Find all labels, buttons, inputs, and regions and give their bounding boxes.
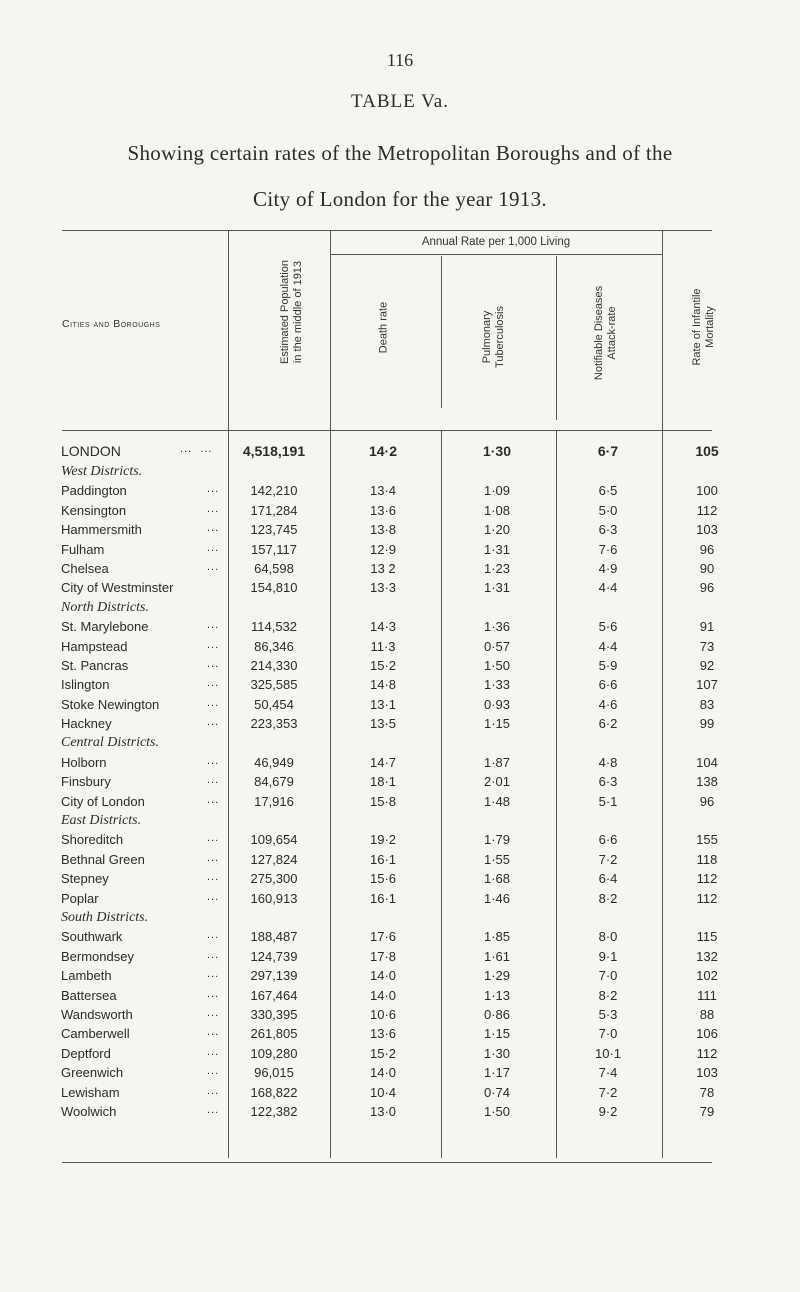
infant-mortality-value: 105	[695, 443, 719, 459]
death-rate-value: 13·3	[369, 580, 397, 596]
page-number: 116	[386, 50, 414, 70]
table-row	[0, 949, 800, 968]
leader-dots: ...	[207, 890, 220, 903]
population-value: 50,454	[254, 696, 294, 712]
infant-mortality-value: 100	[696, 483, 718, 499]
death-rate-value: 13·0	[369, 1103, 397, 1119]
population-value: 154,810	[250, 580, 298, 596]
header-death-rate	[378, 283, 393, 373]
infant-mortality-value: 103	[696, 522, 718, 538]
borough-name: Bethnal Green	[61, 851, 145, 867]
population-value: 188,487	[250, 929, 298, 945]
leader-dots: ...	[207, 657, 220, 670]
section-title: East Districts.	[61, 813, 142, 829]
table-row-london	[0, 443, 800, 464]
death-rate-value: 15·8	[369, 793, 397, 809]
header-cities-and-boroughs: Cities and Boroughs	[62, 318, 161, 330]
leader-dots: ...	[207, 754, 220, 767]
table-row	[0, 1007, 800, 1026]
header-population	[279, 237, 309, 387]
borough-name: Stepney	[61, 871, 109, 887]
leader-dots: ...	[207, 968, 220, 981]
borough-name: St. Pancras	[61, 657, 129, 673]
death-rate-value: 15·6	[369, 871, 397, 887]
column-divider	[662, 230, 663, 430]
section-heading	[0, 464, 800, 483]
pulmonary-value: 0·57	[483, 638, 511, 654]
table-row	[0, 1104, 800, 1123]
population-value: 261,805	[250, 1026, 298, 1042]
notifiable-value: 7·6	[598, 541, 618, 557]
leader-dots: ...	[207, 541, 220, 554]
table-row	[0, 677, 800, 696]
borough-name: Battersea	[61, 987, 117, 1003]
notifiable-value: 7·0	[598, 968, 618, 984]
table-row	[0, 755, 800, 774]
population-value: 124,739	[250, 948, 298, 964]
leader-dots: ...	[207, 1006, 220, 1019]
pulmonary-value: 1·23	[483, 560, 511, 576]
borough-name: Lewisham	[61, 1084, 120, 1100]
table-row	[0, 542, 800, 561]
borough-name: Lambeth	[61, 968, 112, 984]
pulmonary-value: 1·15	[483, 716, 511, 732]
table-row	[0, 697, 800, 716]
header-infant-line1: Rate of Infantile	[691, 288, 703, 366]
population-value: 171,284	[250, 502, 298, 518]
header-annual-rate: Annual Rate per 1,000 Living	[421, 236, 571, 248]
notifiable-value: 6·3	[598, 522, 618, 538]
table-row	[0, 503, 800, 522]
infant-mortality-value: 83	[699, 696, 715, 712]
borough-name: St. Marylebone	[61, 619, 149, 635]
pulmonary-value: 1·09	[483, 483, 511, 499]
table-row	[0, 561, 800, 580]
table-row	[0, 988, 800, 1007]
annual-rate-rule	[330, 254, 662, 255]
table-row	[0, 794, 800, 813]
population-value: 167,464	[250, 987, 298, 1003]
leader-dots: ...	[207, 1084, 220, 1097]
table-caption-line2: City of London for the year 1913.	[253, 187, 547, 211]
notifiable-value: 5·1	[598, 793, 618, 809]
infant-mortality-value: 155	[696, 832, 718, 848]
death-rate-value: 13·6	[369, 1026, 397, 1042]
notifiable-value: 6·6	[598, 832, 618, 848]
population-value: 86,346	[254, 638, 294, 654]
death-rate-value: 10·4	[369, 1084, 397, 1100]
population-value: 160,913	[250, 890, 298, 906]
infant-mortality-value: 104	[696, 754, 718, 770]
infant-mortality-value: 118	[696, 851, 718, 867]
notifiable-value: 7·2	[598, 1084, 618, 1100]
pulmonary-value: 0·86	[483, 1006, 511, 1022]
notifiable-value: 6·7	[597, 443, 619, 459]
notifiable-value: 6·5	[598, 483, 618, 499]
table-row	[0, 1046, 800, 1065]
population-value: 109,654	[250, 832, 298, 848]
infant-mortality-value: 132	[696, 948, 718, 964]
leader-dots: ...	[207, 1026, 220, 1039]
death-rate-value: 18·1	[369, 774, 397, 790]
pulmonary-value: 1·48	[483, 793, 511, 809]
column-divider	[228, 230, 229, 430]
death-rate-value: 12·9	[369, 541, 397, 557]
header-infant-line2: Mortality	[704, 306, 716, 348]
leader-dots: ...	[207, 948, 220, 961]
pulmonary-value: 1·30	[482, 443, 512, 459]
header-bottom-rule	[62, 430, 712, 431]
borough-name: Hampstead	[61, 638, 128, 654]
pulmonary-value: 1·20	[483, 522, 511, 538]
population-value: 17,916	[254, 793, 294, 809]
borough-name: Chelsea	[61, 560, 109, 576]
borough-name: Camberwell	[61, 1026, 130, 1042]
column-divider	[556, 256, 557, 420]
notifiable-value: 8·0	[598, 929, 618, 945]
death-rate-value: 17·6	[369, 929, 397, 945]
population-value: 168,822	[250, 1084, 298, 1100]
borough-name: Southwark	[61, 929, 123, 945]
table-row	[0, 852, 800, 871]
leader-dots: ...	[207, 502, 220, 515]
table-body	[0, 443, 800, 1123]
pulmonary-value: 1·08	[483, 502, 511, 518]
infant-mortality-value: 96	[699, 580, 715, 596]
table-row	[0, 832, 800, 851]
death-rate-value: 13 2	[370, 560, 396, 576]
notifiable-value: 6·4	[598, 871, 618, 887]
pulmonary-value: 1·36	[483, 619, 511, 635]
borough-name: Bermondsey	[61, 948, 134, 964]
header-population-line1: Estimated Population	[279, 260, 291, 364]
borough-name: Wandsworth	[61, 1006, 133, 1022]
population-value: 46,949	[254, 754, 294, 770]
table-row	[0, 1065, 800, 1084]
infant-mortality-value: 102	[696, 968, 718, 984]
section-title: Central Districts.	[61, 735, 160, 751]
infant-mortality-value: 112	[696, 1045, 718, 1061]
borough-name: Stoke Newington	[61, 696, 160, 712]
notifiable-value: 6·2	[598, 716, 618, 732]
table-row	[0, 716, 800, 735]
notifiable-value: 6·6	[598, 677, 618, 693]
borough-name: Hackney	[61, 716, 112, 732]
leader-dots: ...	[207, 871, 220, 884]
death-rate-value: 16·1	[369, 851, 397, 867]
pulmonary-value: 1·50	[483, 1103, 511, 1119]
death-rate-value: 13·6	[369, 502, 397, 518]
table-row	[0, 483, 800, 502]
borough-name: Kensington	[61, 502, 127, 518]
population-value: 109,280	[250, 1045, 298, 1061]
infant-mortality-value: 73	[699, 638, 715, 654]
death-rate-value: 15·2	[369, 657, 397, 673]
table-bottom-rule	[62, 1162, 712, 1163]
leader-dots: ...	[207, 929, 220, 942]
notifiable-value: 4·8	[598, 754, 618, 770]
population-value: 297,139	[250, 968, 298, 984]
death-rate-value: 13·1	[369, 696, 397, 712]
notifiable-value: 7·2	[598, 851, 618, 867]
header-pulmonary-tuberculosis	[481, 277, 511, 397]
death-rate-value: 10·6	[369, 1006, 397, 1022]
borough-name: Poplar	[61, 890, 99, 906]
population-value: 64,598	[254, 560, 294, 576]
header-population-line2: in the middle of 1913	[292, 260, 304, 364]
table-caption-line1: Showing certain rates of the Metropolitan Boroughs and of the	[127, 141, 673, 165]
borough-name: Greenwich	[61, 1065, 124, 1081]
header-pulmonary-line2: Tuberculosis	[494, 306, 506, 368]
population-value: 223,353	[250, 716, 298, 732]
death-rate-value: 19·2	[369, 832, 397, 848]
table-row	[0, 929, 800, 948]
table-row	[0, 968, 800, 987]
leader-dots: ...	[207, 987, 220, 1000]
table-row	[0, 639, 800, 658]
infant-mortality-value: 96	[699, 793, 715, 809]
pulmonary-value: 2·01	[483, 774, 511, 790]
borough-name: Islington	[61, 677, 110, 693]
section-heading	[0, 813, 800, 832]
death-rate-value: 15·2	[369, 1045, 397, 1061]
borough-name: Woolwich	[61, 1103, 117, 1119]
table-row	[0, 580, 800, 599]
pulmonary-value: 1·29	[483, 968, 511, 984]
leader-dots: ...	[207, 774, 220, 787]
table-row	[0, 1026, 800, 1045]
leader-dots: ...	[207, 832, 220, 845]
pulmonary-value: 1·50	[483, 657, 511, 673]
infant-mortality-value: 91	[699, 619, 715, 635]
pulmonary-value: 1·15	[483, 1026, 511, 1042]
notifiable-value: 4·9	[598, 560, 618, 576]
section-heading	[0, 735, 800, 754]
death-rate-value: 14·3	[369, 619, 397, 635]
death-rate-value: 14·0	[369, 1065, 397, 1081]
infant-mortality-value: 96	[699, 541, 715, 557]
population-value: 157,117	[250, 541, 298, 557]
notifiable-value: 5·6	[598, 619, 618, 635]
leader-dots: ...	[207, 1045, 220, 1058]
population-value: 275,300	[250, 871, 298, 887]
death-rate-value: 13·4	[369, 483, 397, 499]
death-rate-value: 11·3	[370, 638, 396, 654]
pulmonary-value: 1·61	[483, 948, 511, 964]
pulmonary-value: 1·87	[483, 754, 511, 770]
notifiable-value: 7·4	[598, 1065, 618, 1081]
leader-dots: ...	[207, 619, 220, 632]
population-value: 325,585	[250, 677, 298, 693]
leader-dots: ...	[207, 560, 220, 573]
population-value: 4,518,191	[242, 443, 306, 459]
header-death-rate-line: Death rate	[377, 301, 390, 354]
pulmonary-value: 1·13	[483, 987, 511, 1003]
header-notifiable-line2: Attack-rate	[606, 306, 618, 360]
death-rate-value: 14·2	[368, 443, 398, 459]
header-notifiable-line1: Notifiable Diseases	[593, 285, 605, 381]
infant-mortality-value: 111	[697, 987, 717, 1003]
infant-mortality-value: 115	[696, 929, 718, 945]
leader-dots: ...	[207, 1103, 220, 1116]
death-rate-value: 14·8	[369, 677, 397, 693]
infant-mortality-value: 112	[696, 502, 718, 518]
leader-dots: ...	[207, 851, 220, 864]
pulmonary-value: 1·68	[483, 871, 511, 887]
leader-dots: ...	[207, 1065, 220, 1078]
table-row	[0, 891, 800, 910]
district-sections	[0, 464, 800, 1123]
section-heading	[0, 600, 800, 619]
leader-dots: ...	[207, 638, 220, 651]
table-row	[0, 1085, 800, 1104]
population-value: 142,210	[250, 483, 298, 499]
leader-dots: ...	[207, 716, 220, 729]
notifiable-value: 9·2	[598, 1103, 618, 1119]
death-rate-value: 13·5	[369, 716, 397, 732]
column-divider	[441, 256, 442, 408]
header-notifiable-diseases	[593, 263, 623, 403]
notifiable-value: 8·2	[598, 987, 618, 1003]
borough-name: Paddington	[61, 483, 127, 499]
leader-dots: ... ...	[180, 443, 213, 455]
infant-mortality-value: 103	[696, 1065, 718, 1081]
notifiable-value: 7·0	[598, 1026, 618, 1042]
column-divider	[330, 230, 331, 430]
pulmonary-value: 0·74	[483, 1084, 511, 1100]
population-value: 122,382	[250, 1103, 298, 1119]
population-value: 114,532	[250, 619, 298, 635]
pulmonary-value: 1·31	[483, 541, 511, 557]
death-rate-value: 16·1	[369, 890, 397, 906]
section-heading	[0, 910, 800, 929]
header-infantile-mortality	[691, 262, 721, 392]
borough-name: Fulham	[61, 541, 105, 557]
pulmonary-value: 1·17	[483, 1065, 511, 1081]
death-rate-value: 14·0	[369, 968, 397, 984]
pulmonary-value: 1·79	[483, 832, 511, 848]
population-value: 84,679	[254, 774, 294, 790]
section-title: North Districts.	[61, 599, 149, 615]
notifiable-value: 6·3	[598, 774, 618, 790]
section-title: South Districts.	[61, 909, 149, 925]
borough-name: Finsbury	[61, 774, 111, 790]
notifiable-value: 5·3	[598, 1006, 618, 1022]
infant-mortality-value: 107	[696, 677, 718, 693]
table-top-rule	[62, 230, 712, 231]
leader-dots: ...	[207, 793, 220, 806]
notifiable-value: 5·9	[598, 657, 618, 673]
header-pulmonary-line1: Pulmonary	[481, 310, 493, 364]
table-row	[0, 871, 800, 890]
death-rate-value: 17·8	[369, 948, 397, 964]
population-value: 214,330	[250, 657, 298, 673]
leader-dots: ...	[207, 696, 220, 709]
death-rate-value: 14·7	[369, 754, 397, 770]
section-title: West Districts.	[61, 464, 143, 479]
notifiable-value: 8·2	[598, 890, 618, 906]
infant-mortality-value: 88	[699, 1006, 715, 1022]
table-title: TABLE Va.	[351, 91, 449, 112]
notifiable-value: 4·4	[598, 580, 618, 596]
infant-mortality-value: 79	[699, 1103, 715, 1119]
infant-mortality-value: 106	[696, 1026, 718, 1042]
death-rate-value: 13·8	[369, 522, 397, 538]
table-row	[0, 658, 800, 677]
pulmonary-value: 1·31	[483, 580, 511, 596]
notifiable-value: 5·0	[598, 502, 618, 518]
pulmonary-value: 1·46	[483, 890, 511, 906]
leader-dots: ...	[207, 522, 220, 535]
borough-name: Holborn	[61, 754, 107, 770]
notifiable-value: 9·1	[598, 948, 618, 964]
infant-mortality-value: 90	[699, 560, 715, 576]
table-row	[0, 522, 800, 541]
population-value: 330,395	[250, 1006, 298, 1022]
pulmonary-value: 1·55	[483, 851, 511, 867]
pulmonary-value: 0·93	[483, 696, 511, 712]
infant-mortality-value: 112	[696, 871, 718, 887]
leader-dots: ...	[207, 483, 220, 496]
table-row	[0, 774, 800, 793]
borough-name: City of London	[61, 793, 145, 809]
infant-mortality-value: 78	[699, 1084, 715, 1100]
infant-mortality-value: 138	[696, 774, 718, 790]
notifiable-value: 10·1	[594, 1045, 622, 1061]
leader-dots: ...	[207, 677, 220, 690]
notifiable-value: 4·4	[598, 638, 618, 654]
table-row	[0, 619, 800, 638]
death-rate-value: 14·0	[369, 987, 397, 1003]
borough-name: Deptford	[61, 1045, 111, 1061]
borough-name: Shoreditch	[61, 832, 124, 848]
pulmonary-value: 1·85	[483, 929, 511, 945]
population-value: 123,745	[250, 522, 298, 538]
infant-mortality-value: 112	[696, 890, 718, 906]
population-value: 96,015	[254, 1065, 294, 1081]
infant-mortality-value: 99	[699, 716, 715, 732]
borough-name: Hammersmith	[61, 522, 142, 538]
borough-name: City of Westminster	[61, 580, 174, 596]
pulmonary-value: 1·30	[483, 1045, 511, 1061]
infant-mortality-value: 92	[699, 657, 715, 673]
borough-name: LONDON	[61, 443, 121, 459]
pulmonary-value: 1·33	[483, 677, 511, 693]
population-value: 127,824	[250, 851, 298, 867]
notifiable-value: 4·6	[598, 696, 618, 712]
